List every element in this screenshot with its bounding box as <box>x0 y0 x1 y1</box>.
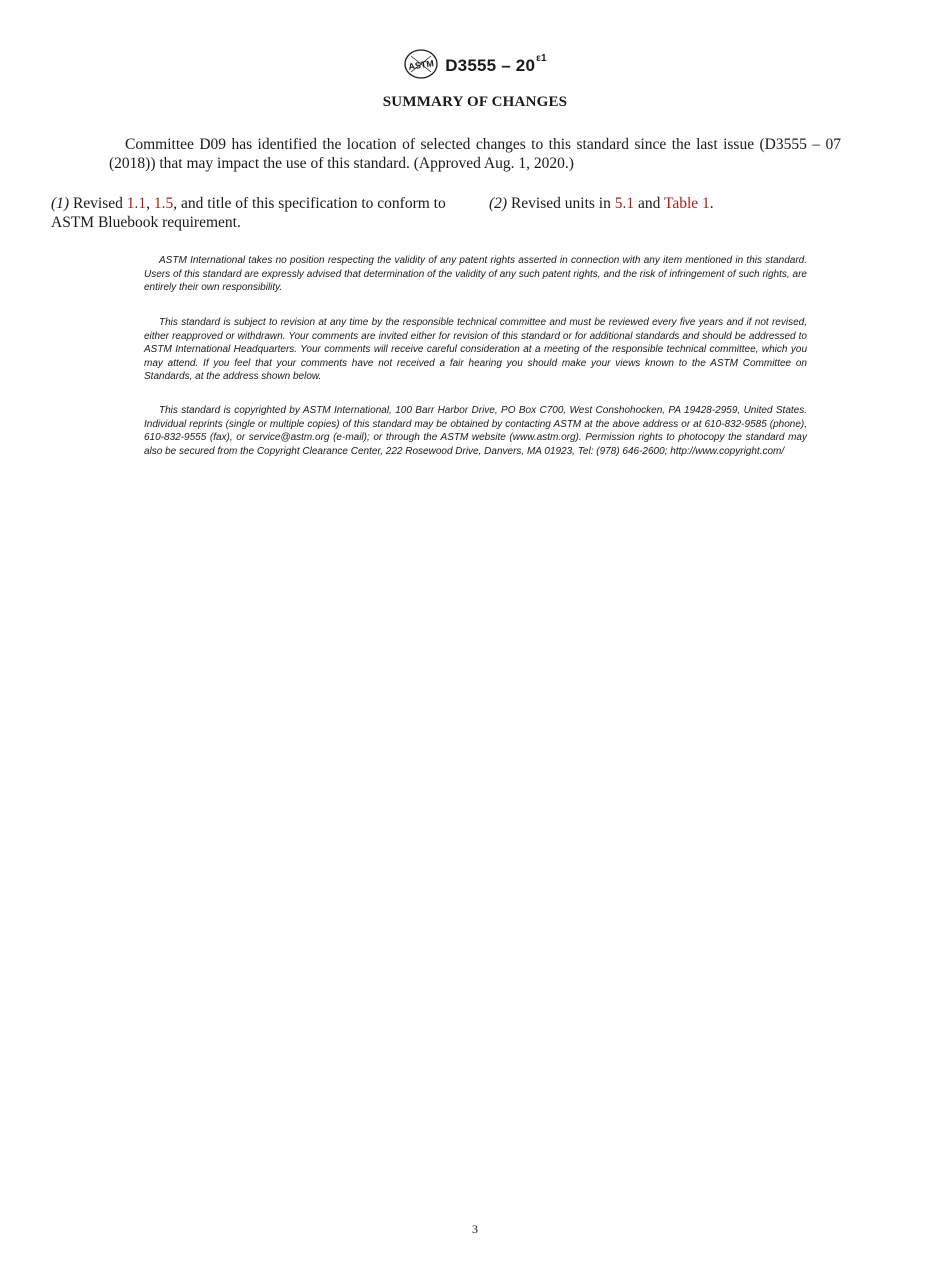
change-text-rest: , and title of this specification to conform to ASTM Bluebook requirement. <box>51 195 446 231</box>
astm-logo-icon <box>403 48 439 80</box>
table-link-1[interactable]: Table 1 <box>663 195 710 212</box>
standard-designation: $D3555 - 20^{\varepsilon 1}$ <box>445 53 547 75</box>
svg-text:ASTM: ASTM <box>408 58 435 72</box>
change-item-2: (2) Revised units in 5.1 and Table 1. <box>489 195 714 212</box>
change-number: (2) <box>489 195 508 212</box>
change-text: Revised <box>72 195 123 212</box>
revision-notice: This standard is subject to revision at any time by the responsible technical committee and must be reviewed every five years and if not revised, either reapproved or withdrawn. Your comments are invited either for revision of this standard or for additional standards and should be addressed to ASTM International Headquarters. Your comments will receive careful consideration at a meeting of the responsible technical committee, which you may attend. If you feel that your comments have not received a fair hearing you should make your views known to the ASTM Committee on Standards, at the address shown below. <box>144 317 807 383</box>
change-item-1: (1) Revised 1.1, 1.5, and title of this specification to conform to ASTM Bluebook requirement. <box>51 195 446 231</box>
page-number: 3 <box>472 1222 478 1236</box>
changes-list <box>51 194 841 232</box>
copyright-notice: This standard is copyrighted by ASTM International, 100 Barr Harbor Drive, PO Box C700, West Conshohocken, PA 19428-2959, United States. Individual reprints (single or multiple copies) of this standard may be obtained by contacting ASTM at the above address or at 610-832-9585 (phone), 610-832-9555 (fax), or service@astm.org (e-mail); or through the ASTM website (www.astm.org). Permission rights to photocopy the standard may also be secured from the Copyright Clearance Center, 222 Rosewood Drive, Danvers, MA 01923, Tel: (978) 646-2600; http://www.copyright.com/ <box>144 405 807 457</box>
summary-intro: Committee D09 has identified the location of selected changes to this standard since the last issue (D3555 – 07 (2018)) that may impact the use of this standard. (Approved Aug. 1, 2020.) <box>109 136 841 172</box>
section-link-1-1[interactable]: 1.1 <box>126 195 147 212</box>
designation-superscript: ε1 <box>536 53 547 65</box>
change-text: Revised units in <box>510 195 611 212</box>
document-header <box>0 52 950 80</box>
section-title: SUMMARY OF CHANGES <box>382 94 568 110</box>
section-link-1-5[interactable]: 1.5 <box>153 195 174 212</box>
patent-notice: ASTM International takes no position respecting the validity of any patent rights asserted in connection with any item mentioned in this standard. Users of this standard are expressly advised that determination of the validity of any such patent rights, and the risk of infringement of such rights, are entirely their own responsibility. <box>144 255 807 294</box>
change-number: (1) <box>51 195 70 212</box>
section-link-5-1[interactable]: 5.1 <box>614 195 635 212</box>
